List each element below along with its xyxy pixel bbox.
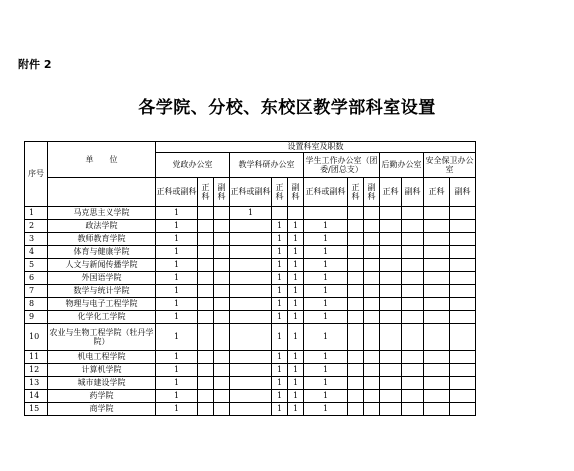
header-subcol: 正科或副科 bbox=[156, 178, 198, 207]
row-value bbox=[348, 364, 364, 377]
row-value: 1 bbox=[288, 220, 304, 233]
row-unit-name: 政法学院 bbox=[48, 220, 156, 233]
row-unit-name: 教师教育学院 bbox=[48, 233, 156, 246]
row-value bbox=[364, 207, 380, 220]
row-value: 1 bbox=[272, 377, 288, 390]
row-value bbox=[402, 285, 424, 298]
row-value bbox=[364, 351, 380, 364]
row-value bbox=[214, 364, 230, 377]
table-row bbox=[25, 390, 476, 403]
row-value: 1 bbox=[156, 246, 198, 259]
row-value bbox=[230, 285, 272, 298]
row-value: 1 bbox=[288, 377, 304, 390]
row-unit-name: 农业与生物工程学院（牡丹学院） bbox=[48, 324, 156, 351]
page-title: 各学院、分校、东校区教学部科室设置 bbox=[138, 98, 436, 118]
row-value bbox=[348, 311, 364, 324]
row-value bbox=[380, 285, 402, 298]
row-value: 1 bbox=[304, 259, 348, 272]
row-value bbox=[198, 324, 214, 351]
row-unit-name: 数学与统计学院 bbox=[48, 285, 156, 298]
row-value bbox=[450, 298, 476, 311]
row-value: 1 bbox=[272, 259, 288, 272]
row-value bbox=[272, 207, 288, 220]
row-value: 1 bbox=[272, 285, 288, 298]
row-value bbox=[424, 220, 450, 233]
row-value: 1 bbox=[288, 324, 304, 351]
row-value bbox=[380, 220, 402, 233]
row-value bbox=[214, 207, 230, 220]
row-number: 10 bbox=[25, 324, 48, 351]
row-value bbox=[380, 298, 402, 311]
header-subcol: 正科 bbox=[424, 178, 450, 207]
row-value: 1 bbox=[272, 403, 288, 416]
header-subcol: 正科 bbox=[272, 178, 288, 207]
row-value bbox=[198, 403, 214, 416]
row-value bbox=[450, 311, 476, 324]
table-row bbox=[25, 259, 476, 272]
row-value bbox=[364, 364, 380, 377]
row-value bbox=[380, 324, 402, 351]
row-value: 1 bbox=[156, 324, 198, 351]
row-value: 1 bbox=[304, 272, 348, 285]
header-subcol: 副科 bbox=[450, 178, 476, 207]
row-value bbox=[450, 390, 476, 403]
row-value: 1 bbox=[272, 246, 288, 259]
row-value bbox=[288, 207, 304, 220]
row-value bbox=[380, 233, 402, 246]
table-row bbox=[25, 403, 476, 416]
row-value bbox=[348, 377, 364, 390]
row-unit-name: 人文与新闻传播学院 bbox=[48, 259, 156, 272]
row-value bbox=[402, 377, 424, 390]
row-value bbox=[214, 233, 230, 246]
row-number: 6 bbox=[25, 272, 48, 285]
row-number: 5 bbox=[25, 259, 48, 272]
table-row bbox=[25, 285, 476, 298]
table-row bbox=[25, 351, 476, 364]
header-group: 设置科室及职数 bbox=[156, 142, 476, 153]
row-value bbox=[450, 220, 476, 233]
row-value bbox=[364, 311, 380, 324]
row-value bbox=[450, 377, 476, 390]
row-number: 4 bbox=[25, 246, 48, 259]
table-row bbox=[25, 298, 476, 311]
row-value bbox=[214, 403, 230, 416]
row-value bbox=[364, 272, 380, 285]
row-value bbox=[450, 285, 476, 298]
row-value bbox=[230, 272, 272, 285]
table-row bbox=[25, 207, 476, 220]
header-group-2: 教学科研办公室 bbox=[230, 153, 304, 178]
row-value: 1 bbox=[230, 207, 272, 220]
row-value: 1 bbox=[272, 311, 288, 324]
row-value bbox=[214, 246, 230, 259]
row-number: 15 bbox=[25, 403, 48, 416]
row-value bbox=[402, 351, 424, 364]
row-value bbox=[198, 246, 214, 259]
row-value: 1 bbox=[156, 311, 198, 324]
row-value: 1 bbox=[272, 390, 288, 403]
row-number: 9 bbox=[25, 311, 48, 324]
row-value: 1 bbox=[304, 390, 348, 403]
row-value bbox=[348, 220, 364, 233]
row-unit-name: 城市建设学院 bbox=[48, 377, 156, 390]
row-value bbox=[230, 377, 272, 390]
row-value bbox=[214, 311, 230, 324]
row-value bbox=[198, 285, 214, 298]
row-value bbox=[214, 298, 230, 311]
row-value bbox=[450, 272, 476, 285]
table-row bbox=[25, 233, 476, 246]
row-value bbox=[402, 403, 424, 416]
row-value: 1 bbox=[156, 259, 198, 272]
row-value bbox=[348, 233, 364, 246]
row-value bbox=[380, 246, 402, 259]
row-value bbox=[380, 311, 402, 324]
header-subcol: 正科 bbox=[380, 178, 402, 207]
row-value: 1 bbox=[304, 246, 348, 259]
row-value bbox=[230, 311, 272, 324]
row-value bbox=[402, 207, 424, 220]
header-group-3: 学生工作办公室（团委/团总支） bbox=[304, 153, 380, 178]
row-value bbox=[198, 272, 214, 285]
row-value: 1 bbox=[288, 403, 304, 416]
row-value bbox=[380, 207, 402, 220]
row-value bbox=[402, 364, 424, 377]
header-unit-blank bbox=[48, 178, 156, 207]
row-value bbox=[424, 298, 450, 311]
row-value bbox=[198, 207, 214, 220]
row-value bbox=[424, 351, 450, 364]
row-value: 1 bbox=[304, 298, 348, 311]
row-value: 1 bbox=[156, 272, 198, 285]
row-value bbox=[450, 207, 476, 220]
row-number: 2 bbox=[25, 220, 48, 233]
row-value: 1 bbox=[156, 390, 198, 403]
row-value bbox=[380, 272, 402, 285]
row-value: 1 bbox=[156, 351, 198, 364]
table-row bbox=[25, 246, 476, 259]
header-group-4: 后勤办公室 bbox=[380, 153, 424, 178]
row-value: 1 bbox=[156, 364, 198, 377]
row-value bbox=[304, 207, 348, 220]
header-subcol: 正科或副科 bbox=[304, 178, 348, 207]
header-subcol: 正科 bbox=[198, 178, 214, 207]
header-subcol: 正科 bbox=[348, 178, 364, 207]
row-value bbox=[402, 259, 424, 272]
row-value: 1 bbox=[304, 233, 348, 246]
row-value bbox=[402, 390, 424, 403]
row-value: 1 bbox=[156, 233, 198, 246]
row-value: 1 bbox=[288, 259, 304, 272]
row-value bbox=[214, 220, 230, 233]
row-value bbox=[380, 403, 402, 416]
row-value: 1 bbox=[288, 351, 304, 364]
row-value: 1 bbox=[304, 403, 348, 416]
row-value: 1 bbox=[272, 324, 288, 351]
row-value: 1 bbox=[304, 220, 348, 233]
department-table bbox=[24, 141, 476, 416]
row-number: 13 bbox=[25, 377, 48, 390]
row-value bbox=[424, 364, 450, 377]
row-value: 1 bbox=[304, 311, 348, 324]
row-value bbox=[424, 403, 450, 416]
row-value: 1 bbox=[272, 220, 288, 233]
row-unit-name: 马克思主义学院 bbox=[48, 207, 156, 220]
row-unit-name: 体育与健康学院 bbox=[48, 246, 156, 259]
row-value: 1 bbox=[156, 377, 198, 390]
row-value: 1 bbox=[272, 298, 288, 311]
row-unit-name: 物理与电子工程学院 bbox=[48, 298, 156, 311]
row-value bbox=[198, 259, 214, 272]
row-number: 14 bbox=[25, 390, 48, 403]
row-value bbox=[230, 364, 272, 377]
row-value bbox=[230, 324, 272, 351]
row-unit-name: 外国语学院 bbox=[48, 272, 156, 285]
row-value bbox=[450, 351, 476, 364]
row-value bbox=[450, 246, 476, 259]
row-value bbox=[402, 220, 424, 233]
row-value bbox=[214, 259, 230, 272]
row-unit-name: 机电工程学院 bbox=[48, 351, 156, 364]
row-value bbox=[214, 272, 230, 285]
row-value bbox=[198, 351, 214, 364]
row-value bbox=[450, 324, 476, 351]
header-subcol: 副科 bbox=[214, 178, 230, 207]
row-value bbox=[230, 259, 272, 272]
row-value bbox=[380, 259, 402, 272]
row-value: 1 bbox=[288, 272, 304, 285]
row-unit-name: 商学院 bbox=[48, 403, 156, 416]
row-number: 1 bbox=[25, 207, 48, 220]
row-value bbox=[380, 364, 402, 377]
header-group-1: 党政办公室 bbox=[156, 153, 230, 178]
row-number: 11 bbox=[25, 351, 48, 364]
row-value bbox=[348, 207, 364, 220]
header-subcol: 副科 bbox=[288, 178, 304, 207]
row-value bbox=[214, 390, 230, 403]
row-value: 1 bbox=[272, 233, 288, 246]
table-row bbox=[25, 364, 476, 377]
header-seq: 序号 bbox=[25, 142, 48, 207]
row-value bbox=[230, 403, 272, 416]
row-value bbox=[402, 298, 424, 311]
row-value bbox=[364, 403, 380, 416]
row-value bbox=[424, 207, 450, 220]
row-value bbox=[348, 246, 364, 259]
table-row bbox=[25, 311, 476, 324]
row-value bbox=[348, 351, 364, 364]
table-row bbox=[25, 272, 476, 285]
row-value bbox=[364, 233, 380, 246]
row-value: 1 bbox=[304, 351, 348, 364]
row-value: 1 bbox=[156, 403, 198, 416]
row-value bbox=[424, 311, 450, 324]
row-value: 1 bbox=[288, 390, 304, 403]
row-value bbox=[230, 351, 272, 364]
row-value bbox=[348, 390, 364, 403]
row-value bbox=[230, 220, 272, 233]
row-value: 1 bbox=[272, 272, 288, 285]
row-value bbox=[230, 233, 272, 246]
table-row bbox=[25, 220, 476, 233]
row-value bbox=[364, 285, 380, 298]
row-value bbox=[364, 259, 380, 272]
row-value bbox=[380, 351, 402, 364]
row-value bbox=[214, 351, 230, 364]
row-value bbox=[198, 298, 214, 311]
row-value bbox=[450, 259, 476, 272]
header-subcol: 副科 bbox=[402, 178, 424, 207]
row-value bbox=[198, 364, 214, 377]
row-value bbox=[424, 390, 450, 403]
row-value bbox=[364, 377, 380, 390]
row-value: 1 bbox=[272, 364, 288, 377]
row-value: 1 bbox=[288, 246, 304, 259]
row-value: 1 bbox=[288, 298, 304, 311]
row-value bbox=[424, 259, 450, 272]
row-number: 3 bbox=[25, 233, 48, 246]
row-value bbox=[364, 324, 380, 351]
row-value: 1 bbox=[156, 285, 198, 298]
table-row bbox=[25, 324, 476, 351]
row-value: 1 bbox=[304, 285, 348, 298]
row-value: 1 bbox=[288, 233, 304, 246]
row-value bbox=[348, 285, 364, 298]
row-value: 1 bbox=[304, 324, 348, 351]
row-value bbox=[198, 311, 214, 324]
row-number: 8 bbox=[25, 298, 48, 311]
row-value bbox=[230, 298, 272, 311]
row-value bbox=[402, 246, 424, 259]
row-value bbox=[402, 233, 424, 246]
row-value bbox=[348, 272, 364, 285]
header-subcol: 副科 bbox=[364, 178, 380, 207]
row-value bbox=[348, 259, 364, 272]
attachment-label: 附件 2 bbox=[18, 58, 52, 71]
row-value bbox=[424, 285, 450, 298]
row-value bbox=[198, 220, 214, 233]
row-value: 1 bbox=[156, 298, 198, 311]
row-value: 1 bbox=[304, 377, 348, 390]
row-value bbox=[364, 246, 380, 259]
row-value: 1 bbox=[272, 351, 288, 364]
row-value bbox=[364, 390, 380, 403]
row-value bbox=[348, 403, 364, 416]
row-value bbox=[214, 324, 230, 351]
row-value bbox=[214, 377, 230, 390]
row-value: 1 bbox=[304, 364, 348, 377]
row-value bbox=[450, 233, 476, 246]
header-subcol: 正科或副科 bbox=[230, 178, 272, 207]
row-value bbox=[424, 377, 450, 390]
row-value bbox=[424, 246, 450, 259]
row-value: 1 bbox=[288, 285, 304, 298]
row-value: 1 bbox=[156, 207, 198, 220]
header-group-5: 安全保卫办公室 bbox=[424, 153, 476, 178]
row-value bbox=[230, 246, 272, 259]
row-value bbox=[198, 390, 214, 403]
row-value bbox=[198, 377, 214, 390]
row-value: 1 bbox=[156, 220, 198, 233]
row-unit-name: 化学化工学院 bbox=[48, 311, 156, 324]
row-value bbox=[348, 324, 364, 351]
row-value bbox=[380, 377, 402, 390]
row-value bbox=[450, 364, 476, 377]
header-unit: 单 位 bbox=[48, 142, 156, 178]
row-number: 7 bbox=[25, 285, 48, 298]
row-value bbox=[402, 311, 424, 324]
row-value bbox=[424, 272, 450, 285]
row-value bbox=[450, 403, 476, 416]
row-value bbox=[380, 390, 402, 403]
row-value: 1 bbox=[288, 364, 304, 377]
row-value bbox=[424, 324, 450, 351]
row-value bbox=[364, 298, 380, 311]
table-row bbox=[25, 377, 476, 390]
row-value bbox=[402, 324, 424, 351]
row-value bbox=[364, 220, 380, 233]
row-value bbox=[214, 285, 230, 298]
row-number: 12 bbox=[25, 364, 48, 377]
row-unit-name: 药学院 bbox=[48, 390, 156, 403]
row-value bbox=[402, 272, 424, 285]
row-value bbox=[424, 233, 450, 246]
row-value bbox=[198, 233, 214, 246]
row-value: 1 bbox=[288, 311, 304, 324]
row-unit-name: 计算机学院 bbox=[48, 364, 156, 377]
row-value bbox=[230, 390, 272, 403]
row-value bbox=[348, 298, 364, 311]
